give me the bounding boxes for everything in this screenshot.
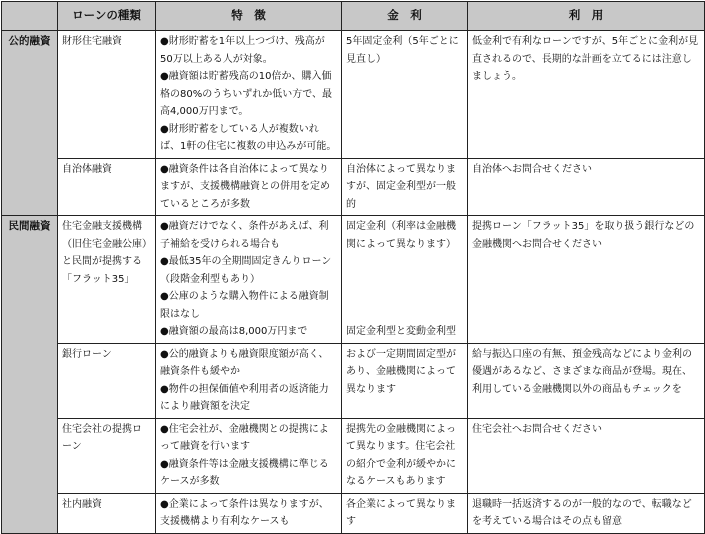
features-cell	[156, 343, 342, 418]
rate-cell	[342, 216, 468, 344]
rate-text: 固定金利（利率は金融機関によって異なります）	[346, 221, 456, 250]
rate-cell: 5年固定金利（5年ごとに見直し）	[342, 31, 468, 159]
feature-item: ●融資だけでなく、条件があえば、利子補給を受けられる場合も	[160, 221, 329, 250]
header-loan-type: ローンの種類	[58, 2, 156, 31]
rate-cell: 提携先の金融機関によって異なります。住宅会社の紹介で金利が緩やかになるケースもあります	[342, 418, 468, 493]
usage-cell: 自治体へお問合せください	[468, 158, 705, 216]
rate-cell: 自治体によって異なりますが、固定金利型が一般的	[342, 158, 468, 216]
feature-item: ●最低35年の全期間固定きんりローン（段階金利型もあり）	[160, 256, 332, 285]
features-cell: ●企業によって条件は異なりますが、支援機構より有利なケースも	[156, 493, 342, 533]
header-row	[2, 2, 705, 31]
loan-type-cell: 社内融資	[58, 493, 156, 533]
table-row	[2, 493, 705, 533]
features-cell	[156, 418, 342, 493]
usage-cell: 給与振込口座の有無、預金残高などにより金利の優遇があるなど、さまざまな商品が登場。現在、利用している金融機関以外の商品もチェックを	[468, 343, 705, 418]
loan-type-cell: 自治体融資	[58, 158, 156, 216]
loan-type-cell: 財形住宅融資	[58, 31, 156, 159]
usage-cell: 低金利で有利なローンですが、5年ごとに金利が見直されるので、長期的な計画を立てるには注意しましょう。	[468, 31, 705, 159]
feature-item: ●公庫のような購入物件による融資制限はなし	[160, 291, 329, 320]
feature-item: ●財形貯蓄をしている人が複数いれば、1軒の住宅に複数の申込みが可能。	[160, 123, 337, 152]
table-row	[2, 158, 705, 216]
table-row	[2, 31, 705, 159]
features-cell	[156, 31, 342, 159]
rate-cell: 各企業によって異なります	[342, 493, 468, 533]
features-cell: ●融資条件は各自治体によって異なりますが、支援機構融資との併用を定めているところが多数	[156, 158, 342, 216]
usage-cell: 住宅会社へお問合せください	[468, 418, 705, 493]
features-cell	[156, 216, 342, 344]
feature-item: ●融資額は貯蓄残高の10倍か、購入価格の80%のうちいずれか低い方で、最高4,000万円まで。	[160, 71, 333, 117]
header-rate: 金 利	[342, 2, 468, 31]
category-public: 公的融資	[2, 31, 58, 216]
header-blank	[2, 2, 58, 31]
loan-type-cell: 銀行ローン	[58, 343, 156, 418]
table-row	[2, 343, 705, 418]
feature-item: ●物件の担保価値や利用者の返済能力により融資額を決定	[160, 383, 329, 412]
feature-item: ●公的融資よりも融資限度額が高く、融資条件も緩やか	[160, 348, 329, 377]
rate-cell: および一定期間固定型があり、金融機関によって異なります	[342, 343, 468, 418]
header-features: 特 徴	[156, 2, 342, 31]
header-usage: 利 用	[468, 2, 705, 31]
loan-type-cell: 住宅金融支援機構（旧住宅金融公庫）と民間が提携する「フラット35」	[58, 216, 156, 344]
table-row	[2, 418, 705, 493]
usage-cell: 退職時一括返済するのが一般的なので、転職などを考えている場合はその点も留意	[468, 493, 705, 533]
table-row	[2, 216, 705, 344]
rate-note: 固定金利型と変動金利型	[346, 326, 456, 337]
category-private: 民間融資	[2, 216, 58, 534]
usage-cell: 提携ローン「フラット35」を取り扱う銀行などの金融機関へお問合せください	[468, 216, 705, 344]
feature-item: ●住宅会社が、金融機関との提携によって融資を行います	[160, 423, 329, 452]
feature-item: ●財形貯蓄を1年以上つづけ、残高が50万以上ある人が対象。	[160, 36, 325, 65]
feature-item: ●融資額の最高は8,000万円まで	[160, 326, 308, 337]
feature-item: ●融資条件等は金融支援機構に準じるケースが多数	[160, 458, 329, 487]
loan-comparison-table	[1, 1, 705, 534]
loan-type-cell: 住宅会社の提携ローン	[58, 418, 156, 493]
